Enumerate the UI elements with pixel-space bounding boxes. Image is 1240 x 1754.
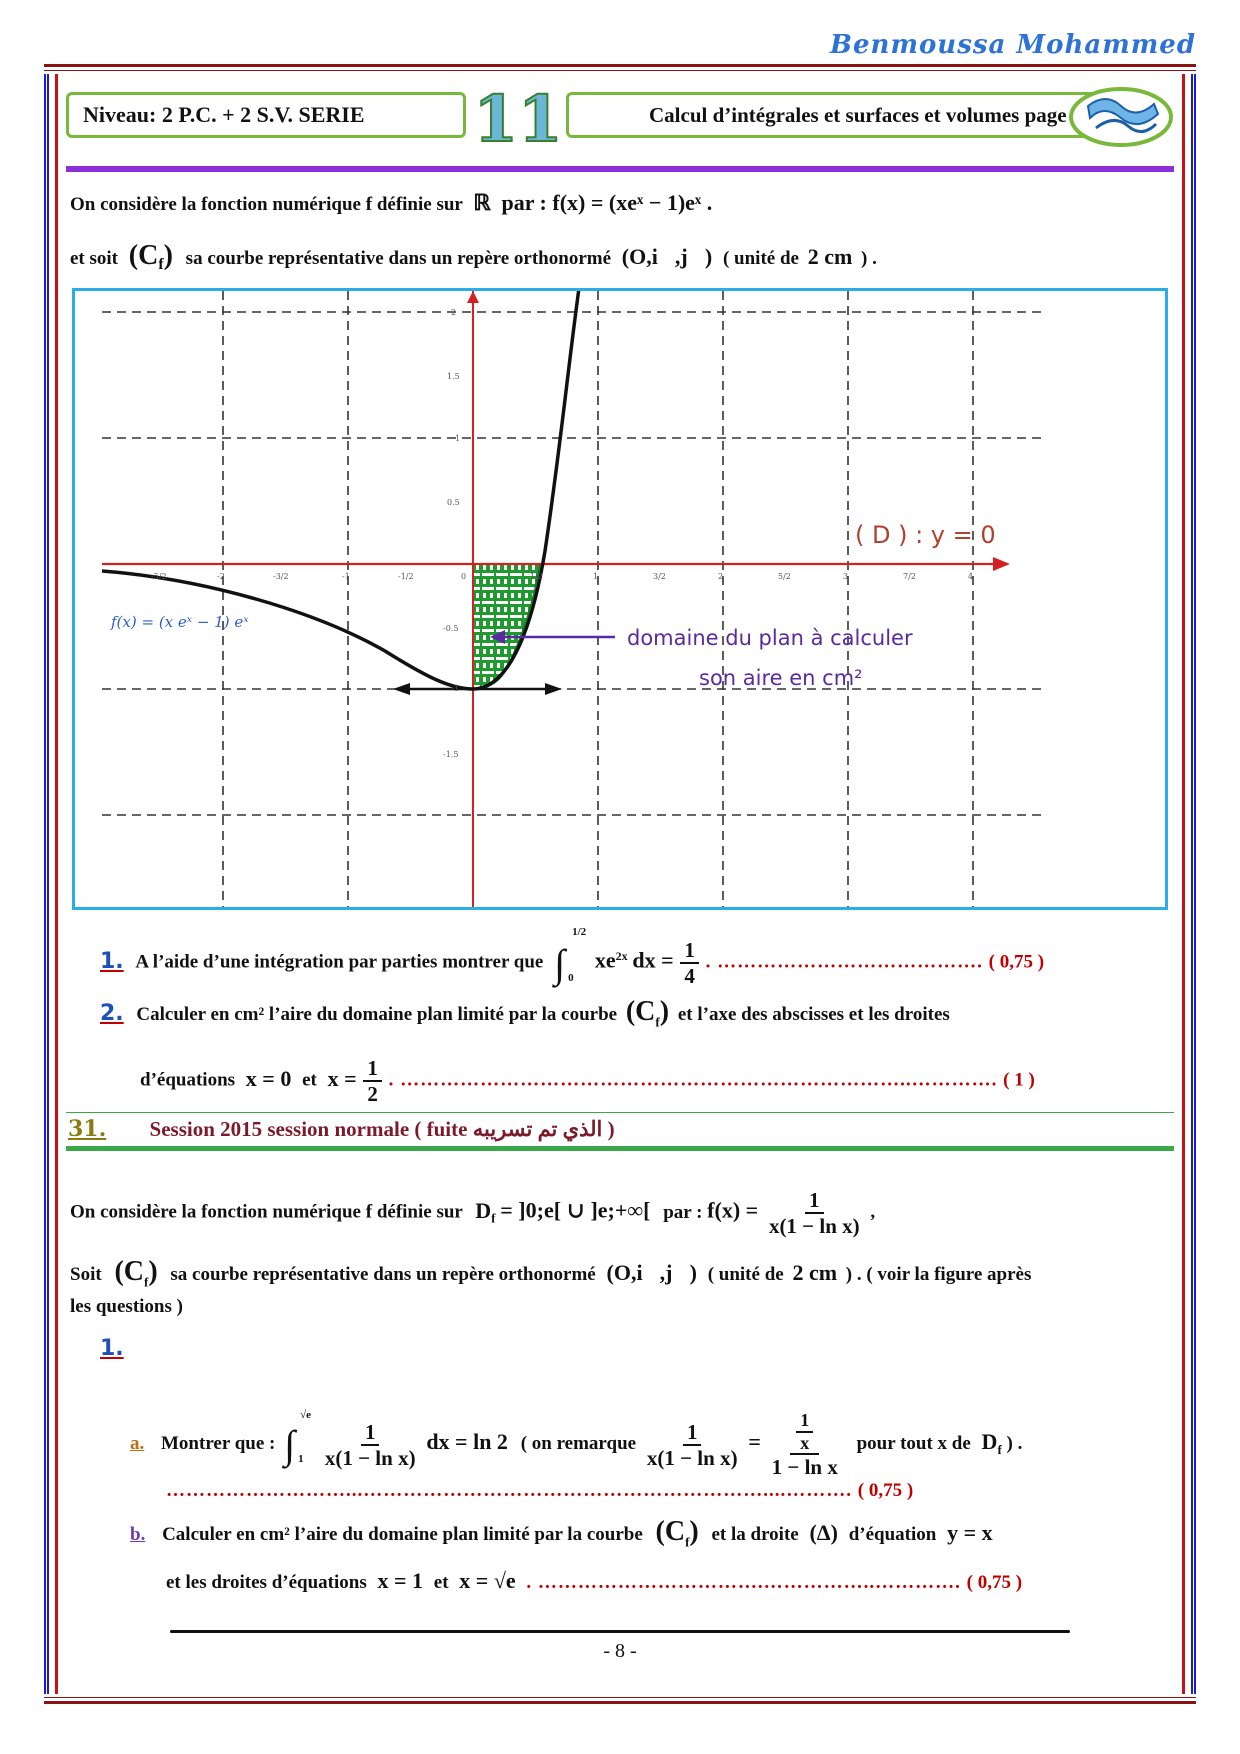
curve-subscript: f: [158, 255, 164, 273]
y-tick: -0.5: [443, 624, 459, 633]
curve-symbol: (C: [128, 240, 159, 271]
question-text: Calculer en cm² l’aire du domaine plan limité par la courbe: [136, 1004, 618, 1025]
answer-dots: . …………………………….……………..………….: [526, 1572, 967, 1593]
equals-sign: =: [748, 1429, 761, 1455]
integral-sign: ∫ √e 1: [284, 1409, 312, 1468]
integrand-fraction: [321, 1420, 420, 1470]
remark-text: ( on remarque: [520, 1433, 637, 1455]
frame-symbol: (O,i⃗,j⃗): [621, 244, 713, 269]
fraction-denominator: 1 − ln x: [771, 1455, 838, 1480]
session-title: Session 2015 session normale ( fuite الذي تم تسريبه ): [149, 1117, 615, 1141]
topic-label: Calcul d’intégrales et surfaces et volumes page: [566, 92, 1116, 138]
session-rule: [66, 1146, 1174, 1151]
function-graph: [72, 288, 1168, 910]
sub-question-text-3: d’équation: [848, 1524, 937, 1545]
question-points: ( 0,75 ): [857, 1480, 914, 1501]
fraction-numerator: 1: [363, 1056, 382, 1082]
author-name: Benmoussa Mohammed: [830, 30, 1196, 60]
question-text: A l’aide d’une intégration par parties montrer que: [135, 951, 544, 973]
sub-question-text: et les droites d’équations: [166, 1572, 367, 1593]
top-rule: [44, 64, 1196, 67]
header-divider: [66, 166, 1174, 172]
domain-subscript: f: [997, 1441, 1002, 1457]
y-tick: 1.5: [447, 372, 460, 381]
integral-sign: ∫ 1/2 0: [554, 925, 587, 986]
x-tick: 0: [461, 572, 467, 581]
intro-line-2: et soit $(C_f)$ sa courbe représentative dans un repère orthonormé (O,i⃗,j⃗) ( unité de 2 cm ) .: [70, 240, 877, 273]
fraction-denominator: x(1 − ln x): [768, 1214, 860, 1239]
question-2: 2. Calculer en cm² l’aire du domaine plan limité par la courbe $(C_f)$ et l’axe des abscisses et les droites: [100, 996, 950, 1030]
fraction-denominator: 4: [684, 964, 695, 989]
function-definition: par : f(x) = (xeˣ − 1)eˣ .: [501, 190, 713, 215]
sub-question-text: Montrer que :: [161, 1433, 276, 1455]
lower-bound: 0: [568, 971, 574, 984]
domain-set: = ]0;e[ ∪ ]e;+∞[: [500, 1197, 651, 1223]
delta-symbol: (Δ): [809, 1520, 838, 1545]
x-tick: -5/2: [151, 572, 167, 581]
series-number: 11: [473, 81, 563, 157]
ex31-question-1b-line-2: [166, 1568, 1022, 1594]
x-tick: 3: [843, 572, 849, 581]
fraction-denominator: 2: [367, 1082, 378, 1107]
answer-dots: . …………………………………………………………………..………….: [388, 1069, 1004, 1091]
series-logo-icon: [1066, 84, 1176, 150]
punctuation: ) .: [1006, 1433, 1023, 1455]
equation-2-fraction: [363, 1056, 382, 1106]
fraction-numerator: 1: [683, 1420, 702, 1446]
x-tick: 1: [593, 572, 599, 581]
line-equation: y = x: [947, 1520, 993, 1545]
differential: dx =: [632, 947, 674, 973]
sub-question-label: b.: [130, 1524, 146, 1545]
conj: et: [433, 1572, 449, 1593]
fraction-numerator: [790, 1410, 819, 1455]
ex31-intro-2: Soit $(C_f)$ sa courbe représentative dans un repère orthonormé (O,i⃗,j⃗) ( unité de 2 cm ) . ( voir la figure après: [70, 1256, 1032, 1290]
y-tick: 0.5: [447, 498, 460, 507]
result-fraction: [680, 938, 699, 988]
fraction-denominator: x(1 − ln x): [324, 1445, 416, 1470]
intro-text: On considère la fonction numérique f définie sur: [70, 194, 463, 215]
answer-dots: ………………………...……………………………………………………....……….: [166, 1480, 858, 1501]
question-2-line-2: [140, 1056, 1035, 1106]
line-d-label: ( D ) : y = 0: [855, 521, 996, 549]
answer-dots: . ………………………………….: [705, 951, 989, 973]
upper-bound: √e: [300, 1409, 312, 1422]
intro-line-1: [70, 190, 712, 216]
annotation-text-1: domaine du plan à calculer: [627, 626, 913, 650]
question-points: ( 0,75 ): [966, 1572, 1023, 1593]
unit-value: 2 cm: [807, 244, 853, 269]
question-text-b: et l’axe des abscisses et les droites: [677, 1004, 950, 1025]
integrand-exponent: 2x: [615, 949, 628, 964]
ex31-intro-1: [70, 1188, 875, 1238]
lower-bound: 1: [298, 1453, 304, 1466]
remark-fraction-right: [768, 1410, 842, 1480]
y-axis-arrow: [467, 291, 479, 303]
intro-text: et soit: [70, 248, 119, 269]
intro-text: ) . ( voir la figure après: [845, 1264, 1032, 1285]
domain-symbol: D: [475, 1197, 492, 1223]
equation-1: x = 1: [377, 1568, 424, 1593]
question-points: ( 1 ): [1003, 1069, 1035, 1091]
integral-result: dx = ln 2: [426, 1429, 508, 1455]
x-tick: 3/2: [653, 572, 666, 581]
integrand: xe: [594, 947, 616, 973]
remark-end: pour tout x de: [856, 1433, 971, 1455]
sub-question-text-2: et la droite: [711, 1524, 799, 1545]
tick-labels: [151, 308, 973, 759]
intro-text: ( unité de: [722, 248, 799, 269]
y-tick: 1: [455, 434, 461, 443]
bottom-rule: [44, 1701, 1196, 1704]
x-tick: 2: [718, 572, 724, 581]
ex31-intro-3: les questions ): [70, 1296, 183, 1317]
sub-question-label: a.: [130, 1433, 145, 1455]
footer-rule: [170, 1630, 1070, 1633]
x-tick: 5/2: [778, 572, 791, 581]
equation-2: x = √e: [459, 1568, 516, 1593]
intro-text: On considère la fonction numérique f définie sur: [70, 1201, 463, 1223]
x-tick: -1/2: [398, 572, 414, 581]
domain-symbol: D: [981, 1429, 998, 1455]
intro-text: Soit: [70, 1264, 102, 1285]
intro-text: ( unité de: [707, 1264, 784, 1285]
fraction-numerator: 1: [805, 1188, 824, 1214]
function-label: f(x) = (x eˣ − 1) eˣ: [111, 613, 249, 631]
fraction-numerator: 1: [680, 938, 699, 964]
top-rule-thin: [44, 70, 1196, 71]
x-tick: 1/2: [530, 572, 543, 581]
ex31-question-1: [100, 1336, 132, 1361]
question-number: 1.: [100, 948, 124, 974]
x-tick: -3/2: [273, 572, 289, 581]
fraction-denominator: x(1 − ln x): [646, 1445, 738, 1470]
session-rule-top: [66, 1112, 1174, 1113]
x-tick: -2: [217, 572, 225, 581]
x-tick: 4: [968, 572, 974, 581]
level-label: Niveau: 2 P.C. + 2 S.V. SERIE: [66, 92, 466, 138]
grid-lines: [102, 291, 1045, 907]
fraction-numerator: 1: [361, 1420, 380, 1446]
unit-value: 2 cm: [792, 1260, 838, 1285]
intro-text: sa courbe représentative dans un repère orthonormé: [185, 248, 612, 269]
y-tick: 2: [451, 308, 457, 317]
punctuation: ,: [870, 1201, 876, 1223]
inner-denominator: x: [800, 1432, 810, 1453]
remark-fraction-left: [643, 1420, 742, 1470]
intro-text: ) .: [861, 248, 877, 269]
y-tick: -1.5: [443, 750, 459, 759]
sub-question-text: Calculer en cm² l’aire du domaine plan limité par la courbe: [162, 1524, 643, 1545]
bottom-rule-thin: [44, 1697, 1196, 1698]
ex31-question-1a-answer: [166, 1480, 913, 1502]
par-text: par :: [663, 1201, 703, 1223]
function-fraction: [765, 1188, 864, 1238]
annotation-text-2: son aire en cm²: [699, 666, 863, 690]
conj: et: [302, 1069, 317, 1091]
graph-canvas: [75, 291, 1165, 907]
question-number: 2.: [100, 1001, 124, 1026]
upper-bound: 1/2: [572, 925, 587, 938]
session-heading: [68, 1116, 1172, 1142]
x-tick: -1: [342, 572, 350, 581]
inner-numerator: 1: [796, 1410, 813, 1433]
exercise-number: 31.: [68, 1116, 107, 1142]
question-number: 1.: [100, 1336, 124, 1361]
y-tick: -1: [451, 684, 459, 693]
question-text: d’équations: [140, 1069, 236, 1091]
series-header: [66, 81, 1170, 157]
x-axis-arrow: [993, 557, 1010, 571]
reals-symbol: ℝ: [473, 190, 491, 215]
intro-text: sa courbe représentative dans un repère orthonormé: [170, 1264, 596, 1285]
question-points: ( 0,75 ): [988, 951, 1045, 973]
domain-subscript: f: [491, 1210, 496, 1226]
equation-1: x = 0: [245, 1065, 292, 1091]
ex31-question-1a: [130, 1410, 1022, 1480]
fx-text: f(x) =: [707, 1197, 759, 1223]
x-tick: 7/2: [903, 572, 916, 581]
question-1: [100, 925, 1045, 989]
page-number: - 8 -: [603, 1640, 637, 1662]
ex31-question-1b: b. Calculer en cm² l’aire du domaine plan limité par la courbe $(C_f)$ et la droite (Δ) d’équation y = x: [130, 1516, 993, 1550]
equation-2: x =: [327, 1065, 357, 1091]
